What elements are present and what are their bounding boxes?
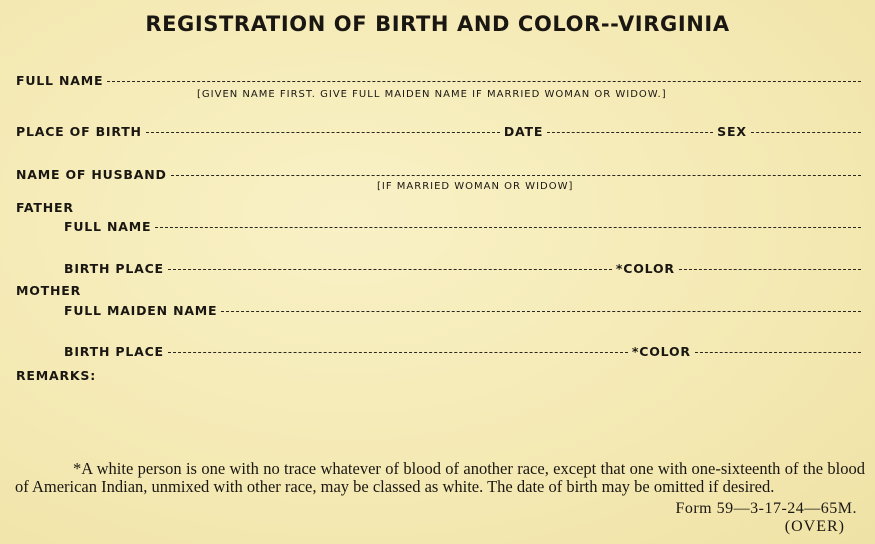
place-of-birth-field[interactable] bbox=[146, 132, 500, 133]
father-full-name-field[interactable] bbox=[155, 227, 861, 228]
father-full-name-label: FULL NAME bbox=[64, 219, 152, 234]
sex-label: SEX bbox=[717, 124, 747, 139]
husband-row bbox=[16, 167, 861, 182]
father-color-field[interactable] bbox=[679, 269, 861, 270]
mother-heading: MOTHER bbox=[16, 283, 82, 298]
mother-birth-place-field[interactable] bbox=[168, 352, 628, 353]
father-color-label: *COLOR bbox=[615, 261, 675, 276]
date-field[interactable] bbox=[547, 132, 713, 133]
form-title: REGISTRATION OF BIRTH AND COLOR--VIRGINIA bbox=[145, 12, 730, 36]
father-birth-place-label: BIRTH PLACE bbox=[64, 261, 164, 276]
mother-maiden-name-field[interactable] bbox=[221, 311, 861, 312]
sex-field[interactable] bbox=[751, 132, 861, 133]
father-heading: FATHER bbox=[16, 200, 74, 215]
full-name-label: FULL NAME bbox=[16, 73, 104, 88]
mother-color-field[interactable] bbox=[695, 352, 861, 353]
color-definition-footnote bbox=[15, 460, 865, 496]
full-name-hint: [GIVEN NAME FIRST. GIVE FULL MAIDEN NAME IF MARRIED WOMAN OR WIDOW.] bbox=[197, 89, 667, 100]
date-label: DATE bbox=[503, 124, 544, 139]
footnote-text: *A white person is one with no trace whatever of blood of another race, except that one with one-sixteenth of the blood of American Indian, unmixed with other race, may be classed as white. The date of birth may be omitted if desired. bbox=[15, 459, 865, 496]
mother-maiden-name-label: FULL MAIDEN NAME bbox=[64, 303, 218, 318]
father-birth-row bbox=[64, 261, 861, 276]
husband-label: NAME OF HUSBAND bbox=[16, 167, 167, 182]
father-birth-place-field[interactable] bbox=[168, 269, 612, 270]
form-number: Form 59—3-17-24—65M. bbox=[675, 500, 857, 517]
full-name-row bbox=[16, 73, 861, 88]
mother-color-label: *COLOR bbox=[631, 344, 691, 359]
mother-birth-row bbox=[64, 344, 861, 359]
mother-birth-place-label: BIRTH PLACE bbox=[64, 344, 164, 359]
remarks-label: REMARKS: bbox=[16, 368, 96, 383]
full-name-field[interactable] bbox=[107, 81, 861, 82]
husband-hint: [IF MARRIED WOMAN OR WIDOW] bbox=[377, 181, 574, 192]
husband-field[interactable] bbox=[171, 175, 861, 176]
birth-details-row bbox=[16, 124, 861, 139]
over-notice: (OVER) bbox=[784, 518, 845, 535]
mother-name-row bbox=[64, 303, 861, 318]
father-name-row bbox=[64, 219, 861, 234]
place-of-birth-label: PLACE OF BIRTH bbox=[16, 124, 142, 139]
